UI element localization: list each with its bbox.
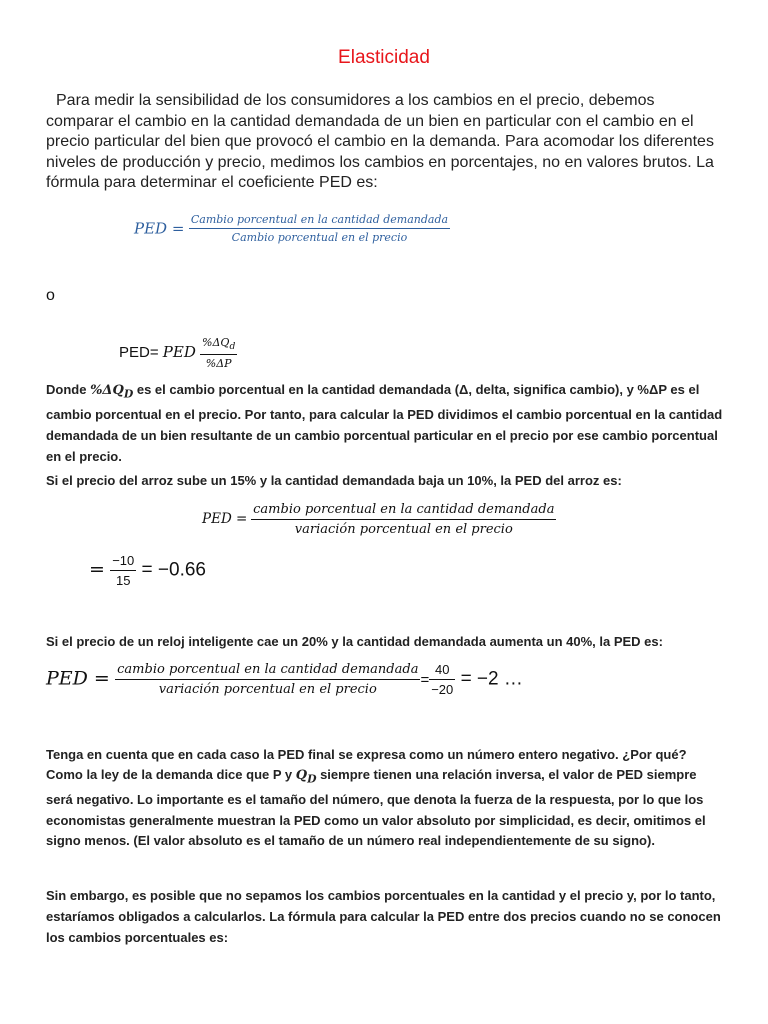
formula5-result: = −2 … (460, 668, 523, 690)
formula4-lead: = (89, 558, 105, 581)
ped-result-rice (89, 553, 206, 588)
formula1-lhs: PED = (134, 219, 185, 238)
donde-text: es el cambio porcentual en la cantidad demandada (Δ, delta, significa cambio), y %ΔP es el cambio porcentual en el precio. Por tanto, para calcular la PED dividimos el cambio porcentual en la cantidad demandada de un bien resultante de un cambio porcentual particular en el precio por ese cambio porcentual en el precio. (46, 382, 723, 464)
or-text: o (46, 287, 55, 304)
formula5-numerator: cambio porcentual en la cantidad demandada (117, 662, 419, 677)
formula5-fraction-values (429, 662, 455, 697)
formula2-denominator: %ΔP (200, 354, 237, 370)
ped-formula-short (119, 336, 237, 370)
formula1-fraction (189, 213, 450, 244)
ped-formula-rice (202, 502, 556, 537)
ped-formula-watch (46, 662, 523, 697)
formula5-denominator: variación porcentual en el precio (115, 679, 420, 697)
formula2-numerator: $\%\Delta Q_d$ (202, 336, 236, 353)
formula2-fraction (200, 336, 237, 370)
formula1-numerator: Cambio porcentual en la cantidad demandada (190, 213, 449, 226)
formula1-denominator: Cambio porcentual en el precio (189, 228, 450, 244)
formula5-fraction (115, 662, 420, 697)
donde-paragraph (46, 380, 726, 467)
formula4-result: = −0.66 (141, 559, 206, 581)
closing-paragraph: Sin embargo, es posible que no sepamos los cambios porcentuales en la cantidad y el precio y, por lo tanto, estaríamos obligados a calcularlos. La fórmula para calcular la PED entre dos precios cuando no se conocen los cambios porcentuales es: (46, 888, 721, 945)
formula5-equals: = (420, 671, 430, 689)
formula4-numerator: −10 (112, 553, 135, 568)
donde-symbol: $\%\Delta Q_D$ (90, 383, 134, 401)
formula5-den2: −20 (429, 679, 455, 697)
note-text-1: Tenga en cuenta que en cada caso la PED final se expresa como un número entero negativo. ¿Por qué? Como la ley de la demanda dice que P y (46, 747, 687, 783)
page-title: Elasticidad (338, 47, 430, 68)
ped-formula-main (134, 213, 450, 244)
formula2-lhs: PED (162, 343, 196, 362)
formula4-denominator: 15 (110, 570, 136, 588)
formula3-numerator: cambio porcentual en la cantidad demandada (253, 502, 555, 517)
note-text-2: siempre tienen una relación inversa, el valor de PED siempre será negativo. Lo importante es el tamaño del número, que denota la fuerza de la respuesta, por lo que los economistas generalmente muestran la PED como un valor absoluto por simplicidad, es decir, omitimos el signo menos. (El valor absoluto es el tamaño de un número real independientemente de su signo). (46, 767, 706, 849)
formula5-lhs: PED = (46, 667, 110, 690)
intro-text: Para medir la sensibilidad de los consumidores a los cambios en el precio, debemos comparar el cambio en la cantidad demandada de un bien en particular con el cambio en el precio particular del bien que provocó el cambio en la demanda. Para acomodar los diferentes niveles de producción y precio, medimos los cambios en porcentajes, no en valores brutos. La fórmula para determinar el coeficiente PED es: (46, 92, 714, 192)
rice-example-text: Si el precio del arroz sube un 15% y la cantidad demandada baja un 10%, la PED del arroz es: (46, 473, 622, 488)
note-paragraph (46, 745, 726, 852)
formula3-denominator: variación porcentual en el precio (251, 519, 556, 537)
formula2-prefix: PED= (119, 344, 159, 362)
donde-word: Donde (46, 382, 87, 397)
formula3-fraction (251, 502, 556, 537)
formula3-lhs: PED = (202, 511, 248, 528)
formula5-num2: 40 (435, 662, 450, 677)
intro-paragraph (46, 91, 726, 194)
watch-example-text: Si el precio de un reloj inteligente cae un 20% y la cantidad demandada aumenta un 40%, la PED es: (46, 634, 663, 649)
note-symbol: $Q_D$ (295, 768, 317, 786)
formula4-fraction (110, 553, 136, 588)
